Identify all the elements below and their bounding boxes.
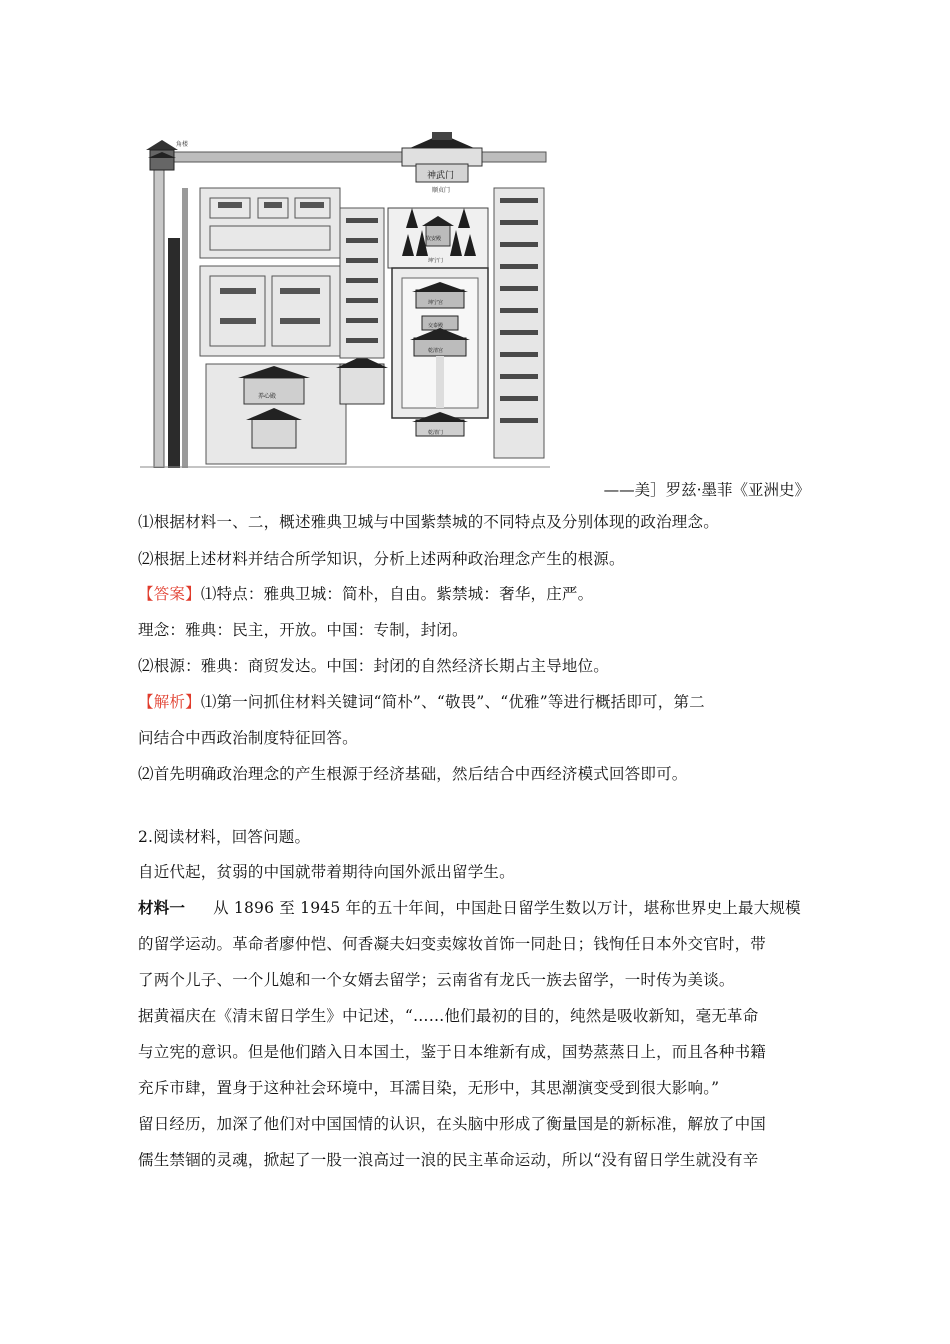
forbidden-city-map-figure — [140, 128, 550, 468]
inner-gate-label: 顺贞门 — [432, 187, 451, 194]
material-1-text-1: 从 1896 至 1945 年的五十年间，中国赴日留学生数以万计，堪称世界史上最大规模 — [213, 899, 801, 917]
palace-lower-label: 乾清宫 — [428, 348, 444, 354]
answer-line-1 — [138, 584, 593, 604]
answer-line-2: 理念：雅典：民主，开放。中国：专制，封闭。 — [138, 621, 468, 639]
garden-hall-label: 钦安殿 — [426, 236, 442, 242]
hall-middle-label: 交泰殿 — [428, 323, 444, 329]
palace-upper-label: 坤宁宫 — [428, 300, 444, 306]
material-1-line-7: 留日经历，加深了他们对中国国情的认识，在头脑中形成了衡量国是的新标准，解放了中国 — [138, 1115, 767, 1133]
figure-caption: ——美］罗兹·墨菲《亚洲史》 — [603, 481, 810, 499]
analysis-line-1 — [138, 692, 705, 712]
material-1-line-5: 与立宪的意识。但是他们踏入日本国土，鉴于日本维新有成，国势蒸蒸日上，而且各种书籍 — [138, 1043, 767, 1061]
material-1-line-2: 的留学运动。革命者廖仲恺、何香凝夫妇变卖嫁妆首饰一同赴日；钱恂任日本外交官时，带 — [138, 935, 767, 953]
answer-line-3: ⑵根源：雅典：商贸发达。中国：封闭的自然经济长期占主导地位。 — [138, 657, 610, 675]
analysis-line-2: 问结合中西政治制度特征回答。 — [138, 729, 358, 747]
material-1-line-1 — [138, 898, 801, 918]
central-axis-complex — [388, 208, 488, 436]
north-gate-label: 神武门 — [427, 171, 455, 181]
material-1-tag: 材料一 — [138, 898, 186, 917]
material-1-line-3: 了两个儿子、一个儿媳和一个女婿去留学；云南省有龙氏一族去留学，一时传为美谈。 — [138, 971, 735, 989]
question2-title: 2.阅读材料，回答问题。 — [138, 828, 311, 846]
material-1-line-4: 据黄福庆在《清末留日学生》中记述，“……他们最初的目的，纯然是吸收新知，毫无革命 — [138, 1007, 759, 1025]
analysis-tag: 【解析】 — [138, 693, 201, 711]
answer-text-1: ⑴特点：雅典卫城：简朴，自由。紫禁城：奢华，庄严。 — [200, 585, 594, 603]
answer-tag: 【答案】 — [138, 585, 201, 603]
material-1-line-6: 充斥市肆，置身于这种社会环境中，耳濡目染，无形中，其思潮演变受到很大影响。” — [138, 1079, 720, 1097]
question-1: ⑴根据材料一、二，概述雅典卫城与中国紫禁城的不同特点及分别体现的政治理念。 — [138, 513, 719, 531]
west-palace-label: 养心殿 — [258, 393, 277, 400]
question-2: ⑵根据上述材料并结合所学知识，分析上述两种政治理念产生的根源。 — [138, 550, 625, 568]
analysis-line-3: ⑵首先明确政治理念的产生根源于经济基础，然后结合中西经济模式回答即可。 — [138, 765, 688, 783]
garden-gate-label: 坤宁门 — [428, 258, 444, 264]
analysis-text-1: ⑴第一问抓住材料关键词“简朴”、“敬畏”、“优雅”等进行概括即可，第二 — [200, 693, 705, 711]
material-1-line-8: 儒生禁锢的灵魂，掀起了一股一浪高过一浪的民主革命运动，所以“没有留日学生就没有辛 — [138, 1151, 759, 1169]
south-gate-label: 乾清门 — [428, 430, 444, 436]
corner-label: 角楼 — [176, 141, 189, 148]
question2-intro: 自近代起，贫弱的中国就带着期待向国外派出留学生。 — [138, 863, 515, 881]
